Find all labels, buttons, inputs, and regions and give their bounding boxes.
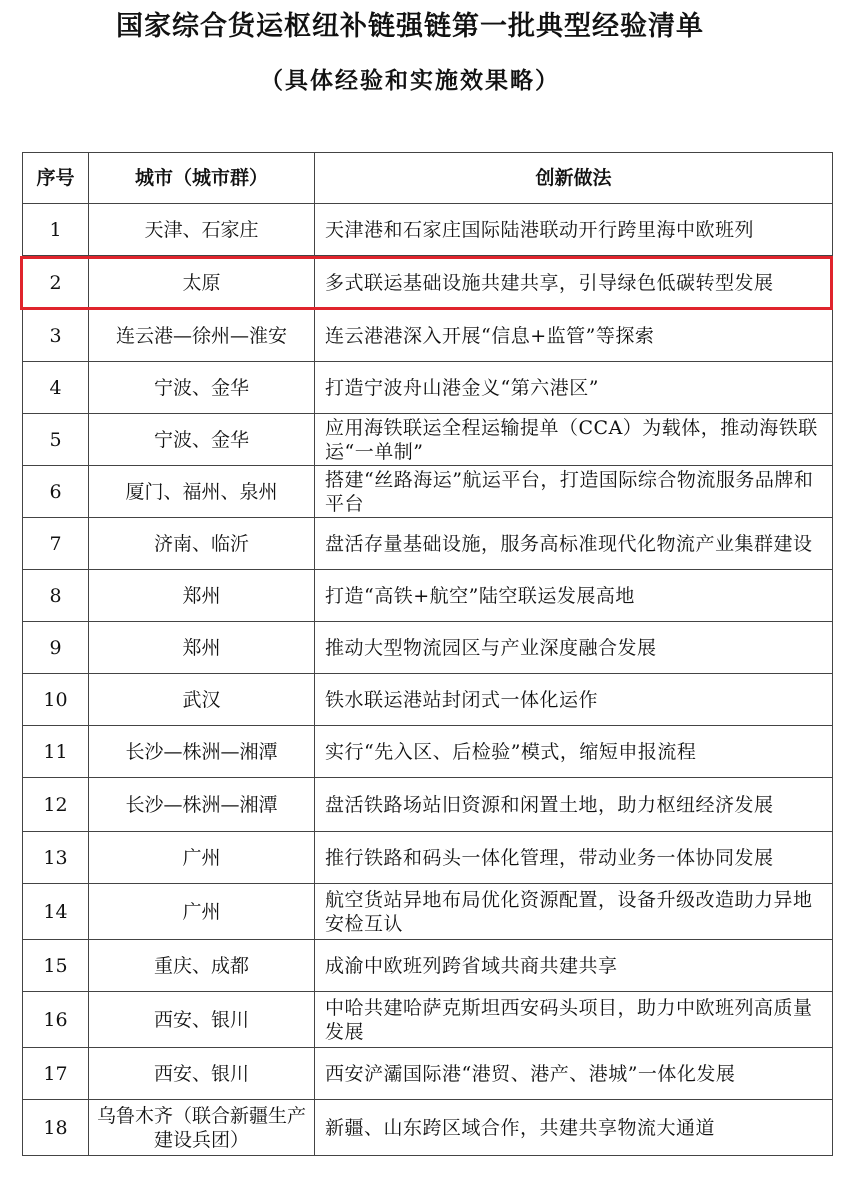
row-number: 3 <box>23 310 89 362</box>
header-city: 城市（城市群） <box>89 153 315 204</box>
row-number: 6 <box>23 466 89 518</box>
row-number: 7 <box>23 518 89 570</box>
row-number: 10 <box>23 674 89 726</box>
row-number: 8 <box>23 570 89 622</box>
table-row <box>23 414 833 466</box>
row-number: 16 <box>23 992 89 1048</box>
table-header-row <box>23 153 833 204</box>
row-measure: 多式联运基础设施共建共享，引导绿色低碳转型发展 <box>315 256 833 310</box>
row-number: 18 <box>23 1100 89 1156</box>
table-row <box>23 622 833 674</box>
header-measure: 创新做法 <box>315 153 833 204</box>
table-row <box>23 992 833 1048</box>
table-row <box>23 362 833 414</box>
experience-table <box>22 152 833 1156</box>
row-measure: 应用海铁联运全程运输提单（CCA）为载体，推动海铁联运“一单制” <box>315 414 833 466</box>
row-measure: 推动大型物流园区与产业深度融合发展 <box>315 622 833 674</box>
table-row <box>23 518 833 570</box>
row-measure: 搭建“丝路海运”航运平台，打造国际综合物流服务品牌和平台 <box>315 466 833 518</box>
table-row <box>23 310 833 362</box>
row-number: 15 <box>23 940 89 992</box>
row-city: 长沙—株洲—湘潭 <box>89 726 315 778</box>
row-city: 郑州 <box>89 622 315 674</box>
table-row <box>23 832 833 884</box>
row-number: 12 <box>23 778 89 832</box>
row-city: 西安、银川 <box>89 1048 315 1100</box>
row-city: 西安、银川 <box>89 992 315 1048</box>
table-row <box>23 884 833 940</box>
table-row <box>23 256 833 310</box>
row-number: 9 <box>23 622 89 674</box>
row-number: 4 <box>23 362 89 414</box>
table-row <box>23 940 833 992</box>
header-no: 序号 <box>23 153 89 204</box>
row-city: 宁波、金华 <box>89 414 315 466</box>
document-subtitle: （具体经验和实施效果略） <box>260 68 560 94</box>
row-measure: 盘活存量基础设施，服务高标准现代化物流产业集群建设 <box>315 518 833 570</box>
row-number: 1 <box>23 204 89 256</box>
row-measure: 打造宁波舟山港金义“第六港区” <box>315 362 833 414</box>
row-city: 宁波、金华 <box>89 362 315 414</box>
row-city: 乌鲁木齐（联合新疆生产建设兵团） <box>89 1100 315 1156</box>
row-city: 太原 <box>89 256 315 310</box>
row-measure: 西安浐灞国际港“港贸、港产、港城”一体化发展 <box>315 1048 833 1100</box>
row-city: 长沙—株洲—湘潭 <box>89 778 315 832</box>
row-measure: 推行铁路和码头一体化管理，带动业务一体协同发展 <box>315 832 833 884</box>
row-city: 郑州 <box>89 570 315 622</box>
table-row <box>23 570 833 622</box>
table-row <box>23 726 833 778</box>
row-measure: 打造“高铁+航空”陆空联运发展高地 <box>315 570 833 622</box>
table-row <box>23 1100 833 1156</box>
row-city: 济南、临沂 <box>89 518 315 570</box>
row-measure: 连云港港深入开展“信息+监管”等探索 <box>315 310 833 362</box>
row-measure: 中哈共建哈萨克斯坦西安码头项目，助力中欧班列高质量发展 <box>315 992 833 1048</box>
row-measure: 成渝中欧班列跨省域共商共建共享 <box>315 940 833 992</box>
row-measure: 天津港和石家庄国际陆港联动开行跨里海中欧班列 <box>315 204 833 256</box>
row-number: 5 <box>23 414 89 466</box>
row-measure: 实行“先入区、后检验”模式，缩短申报流程 <box>315 726 833 778</box>
table-row <box>23 204 833 256</box>
row-measure: 铁水联运港站封闭式一体化运作 <box>315 674 833 726</box>
row-number: 17 <box>23 1048 89 1100</box>
row-number: 14 <box>23 884 89 940</box>
row-city: 广州 <box>89 832 315 884</box>
row-city: 连云港—徐州—淮安 <box>89 310 315 362</box>
row-measure: 盘活铁路场站旧资源和闲置土地，助力枢纽经济发展 <box>315 778 833 832</box>
table-row <box>23 466 833 518</box>
row-city: 重庆、成都 <box>89 940 315 992</box>
row-city: 武汉 <box>89 674 315 726</box>
table-row <box>23 778 833 832</box>
document-title: 国家综合货运枢纽补链强链第一批典型经验清单 <box>116 11 704 42</box>
row-number: 11 <box>23 726 89 778</box>
row-number: 13 <box>23 832 89 884</box>
row-measure: 新疆、山东跨区域合作，共建共享物流大通道 <box>315 1100 833 1156</box>
table-row <box>23 1048 833 1100</box>
row-city: 广州 <box>89 884 315 940</box>
row-city: 厦门、福州、泉州 <box>89 466 315 518</box>
table-row <box>23 674 833 726</box>
row-city: 天津、石家庄 <box>89 204 315 256</box>
row-measure: 航空货站异地布局优化资源配置，设备升级改造助力异地安检互认 <box>315 884 833 940</box>
row-number: 2 <box>23 256 89 310</box>
